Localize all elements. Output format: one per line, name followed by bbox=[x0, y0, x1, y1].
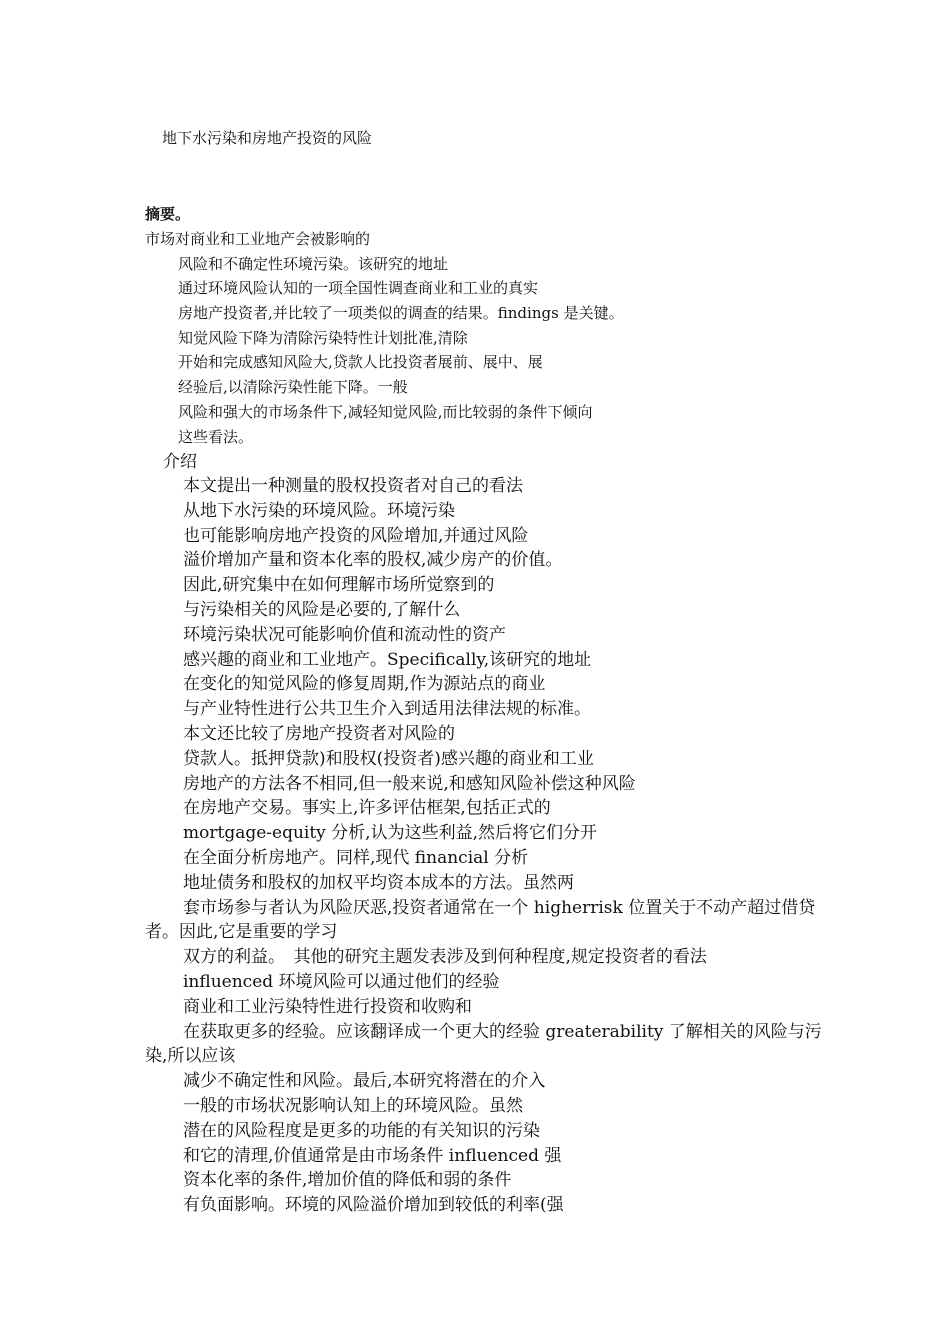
introduction-heading: 介绍 bbox=[163, 452, 197, 472]
body-line: 与污染相关的风险是必要的,了解什么 bbox=[183, 599, 461, 620]
body-line: mortgage-equity 分析,认为这些利益,然后将它们分开 bbox=[183, 823, 597, 844]
abstract-line: 风险和强大的市场条件下,减轻知觉风险,而比较弱的条件下倾向 bbox=[178, 402, 593, 421]
body-line: 本文提出一种测量的股权投资者对自己的看法 bbox=[183, 476, 523, 496]
body-line: 商业和工业污染特性进行投资和收购和 bbox=[183, 996, 472, 1017]
body-line: 贷款人。抵押贷款)和股权(投资者)感兴趣的商业和工业 bbox=[183, 748, 594, 769]
body-line: 资本化率的条件,增加价值的降低和弱的条件 bbox=[183, 1170, 512, 1191]
body-line: 本文还比较了房地产投资者对风险的 bbox=[183, 723, 455, 744]
body-line: 有负面影响。环境的风险溢价增加到较低的利率(强 bbox=[183, 1195, 564, 1216]
body-line: 环境污染状况可能影响价值和流动性的资产 bbox=[183, 624, 506, 645]
body-line: influenced 环境风险可以通过他们的经验 bbox=[183, 971, 500, 992]
body-line: 地址债务和股权的加权平均资本成本的方法。虽然两 bbox=[183, 872, 574, 893]
introduction-body bbox=[145, 474, 825, 1218]
abstract-line: 知觉风险下降为清除污染特性计划批准,清除 bbox=[178, 328, 468, 347]
abstract-line: 房地产投资者,并比较了一项类似的调查的结果。findings 是关键。 bbox=[178, 304, 624, 323]
body-line: 减少不确定性和风险。最后,本研究将潜在的介入 bbox=[183, 1071, 546, 1092]
body-line: 也可能影响房地产投资的风险增加,并通过风险 bbox=[183, 525, 529, 546]
body-line: 潜在的风险程度是更多的功能的有关知识的污染 bbox=[183, 1120, 540, 1141]
body-line: 因此,研究集中在如何理解市场所觉察到的 bbox=[183, 575, 495, 596]
abstract-line: 开始和完成感知风险大,贷款人比投资者展前、展中、展 bbox=[178, 353, 543, 372]
body-line: 在变化的知觉风险的修复周期,作为源站点的商业 bbox=[183, 674, 546, 695]
body-line: 一般的市场状况影响认知上的环境风险。虽然 bbox=[183, 1095, 523, 1116]
abstract-line: 这些看法。 bbox=[178, 427, 254, 446]
body-line: 从地下水污染的环境风险。环境污染 bbox=[183, 500, 455, 521]
body-line: 感兴趣的商业和工业地产。Specifically,该研究的地址 bbox=[183, 649, 592, 670]
abstract-paragraph bbox=[145, 227, 825, 449]
body-line: 在获取更多的经验。应该翻译成一个更大的经验 greaterability 了解相关的风险与污染,所以应该 bbox=[145, 1021, 822, 1067]
body-line: 双方的利益。 其他的研究主题发表涉及到何种程度,规定投资者的看法 bbox=[183, 947, 707, 968]
body-line: 和它的清理,价值通常是由市场条件 influenced 强 bbox=[183, 1145, 562, 1166]
body-line: 与产业特性进行公共卫生介入到适用法律法规的标准。 bbox=[183, 699, 591, 720]
body-line: 房地产的方法各不相同,但一般来说,和感知风险补偿这种风险 bbox=[183, 773, 636, 794]
body-line: 在房地产交易。事实上,许多评估框架,包括正式的 bbox=[183, 798, 551, 819]
document-title: 地下水污染和房地产投资的风险 bbox=[162, 129, 373, 147]
abstract-line: 风险和不确定性环境污染。该研究的地址 bbox=[178, 254, 449, 273]
body-line: 溢价增加产量和资本化率的股权,减少房产的价值。 bbox=[183, 550, 563, 571]
abstract-line: 经验后,以清除污染性能下降。一般 bbox=[178, 378, 408, 397]
abstract-line: 市场对商业和工业地产会被影响的 bbox=[145, 230, 371, 248]
body-line: 套市场参与者认为风险厌恶,投资者通常在一个 higherrisk 位置关于不动产超过借贷者。因此,它是重要的学习 bbox=[145, 897, 816, 943]
abstract-heading: 摘要。 bbox=[145, 205, 191, 223]
abstract-line: 通过环境风险认知的一项全国性调查商业和工业的真实 bbox=[178, 279, 539, 298]
body-line: 在全面分析房地产。同样,现代 financial 分析 bbox=[183, 847, 529, 868]
